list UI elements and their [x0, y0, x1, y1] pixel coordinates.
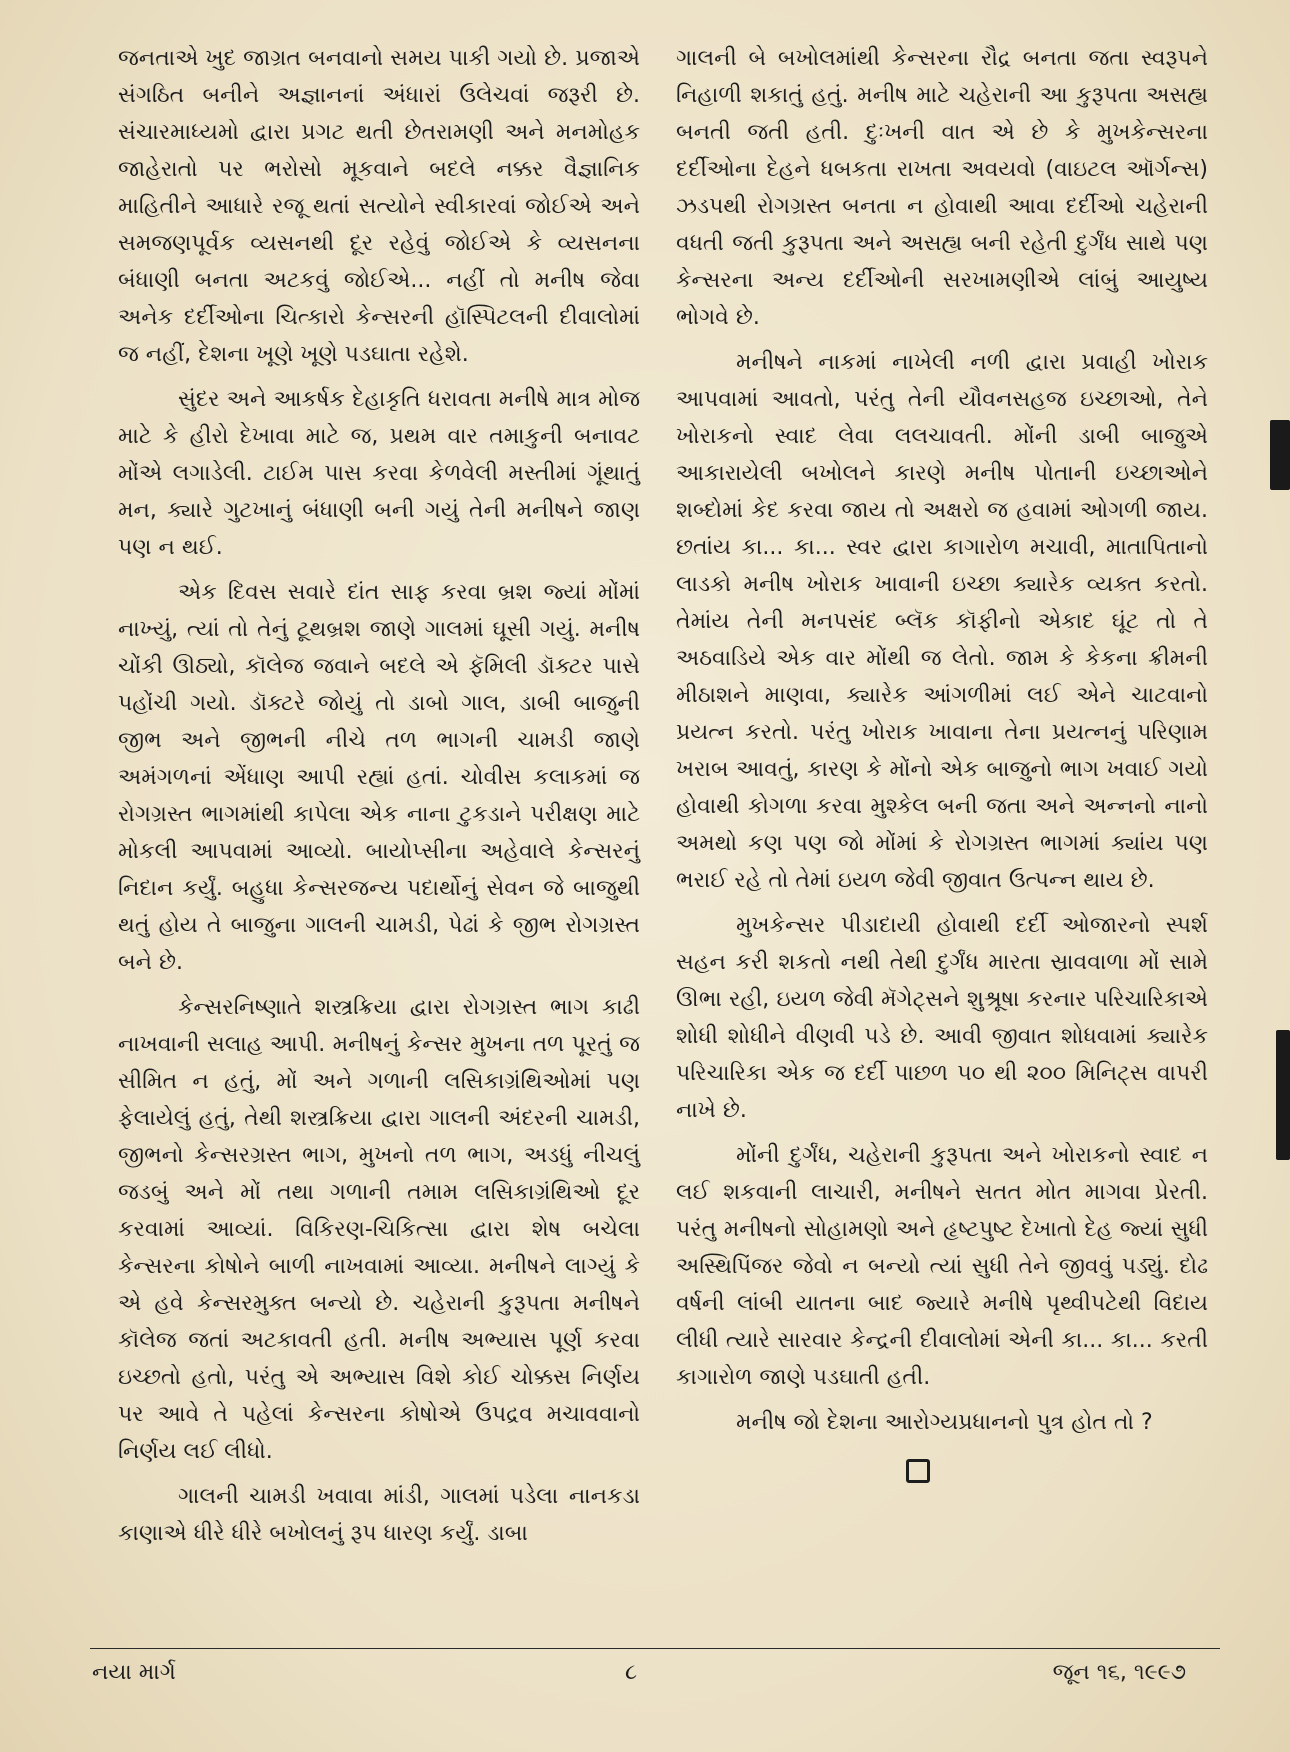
paragraph: કેન્સરનિષ્ણાતે શસ્ત્રક્રિયા દ્વારા રોગગ્રસ્ત ભાગ કાઢી નાખવાની સલાહ આપી. મનીષનું કેન્સર મુખના તળ પૂરતું જ સીમિત ન હતું, મોં અને ગળાની લસિકાગ્રંથિઓમાં પણ ફેલાયેલું હતું, તેથી શસ્ત્રક્રિયા દ્વારા ગાલની અંદરની ચામડી, જીભનો કેન્સરગ્રસ્ત ભાગ, મુખનો તળ ભાગ, અડધું નીચલું જડબું અને મોં તથા ગળાની તમામ લસિકાગ્રંથિઓ દૂર કરવામાં આવ્યાં. વિકિરણ-ચિકિત્સા દ્વારા શેષ બચેલા કેન્સરના કોષોને બાળી નાખવામાં આવ્યા. મનીષને લાગ્યું કે એ હવે કેન્સરમુક્ત બન્યો છે. ચહેરાની કુરૂપતા મનીષને કૉલેજ જતાં અટકાવતી હતી. મનીષ અભ્યાસ પૂર્ણ કરવા ઇચ્છતો હતો, પરંતુ એ અભ્યાસ વિશે કોઈ ચોક્કસ નિર્ણય પર આવે તે પહેલાં કેન્સરના કોષોએ ઉપદ્રવ મચાવવાનો નિર્ણય લઈ લીધો.	[118, 995, 640, 1464]
paragraph: મનીષને નાકમાં નાખેલી નળી દ્વારા પ્રવાહી ખોરાક આપવામાં આવતો, પરંતુ તેની યૌવનસહજ ઇચ્છાઓ, તેને ખોરાકનો સ્વાદ લેવા લલચાવતી. મોંની ડાબી બાજુએ આકારાયેલી બખોલને કારણે મનીષ પોતાની ઇચ્છાઓને શબ્દોમાં કેદ કરવા જાય તો અક્ષરો જ હવામાં ઓગળી જાય. છતાંય કા... કા... સ્વર દ્વારા કાગારોળ મચાવી, માતાપિતાનો લાડકો મનીષ ખોરાક ખાવાની ઇચ્છા ક્યારેક વ્યક્ત કરતો. તેમાંય તેની મનપસંદ બ્લૅક કૉફીનો એકાદ ઘૂંટ તો તે અઠવાડિયે એક વાર મોંથી જ લેતો. જામ કે કેકના ક્રીમની મીઠાશને માણવા, ક્યારેક આંગળીમાં લઈ એને ચાટવાનો પ્રયત્ન કરતો. પરંતુ ખોરાક ખાવાના તેના પ્રયત્નનું પરિણામ ખરાબ આવતું, કારણ કે મોંનો એક બાજુનો ભાગ ખવાઈ ગયો હોવાથી કોગળા કરવા મુશ્કેલ બની જતા અને અન્નનો નાનો અમથો કણ પણ જો મોંમાં કે રોગગ્રસ્ત ભાગમાં ક્યાંય પણ ભરાઈ રહે તો તેમાં ઇયળ જેવી જીવાત ઉત્પન્ન થાય છે.	[676, 350, 1208, 893]
paragraph: મનીષ જો દેશના આરોગ્યપ્રધાનનો પુત્ર હોત તો ?	[736, 1410, 1153, 1435]
paragraph: ગાલની બે બખોલમાંથી કેન્સરના રૌદ્ર બનતા જતા સ્વરૂપને નિહાળી શકાતું હતું. મનીષ માટે ચહેરાની આ કુરૂપતા અસહ્ય બનતી જતી હતી. દુઃખની વાત એ છે કે મુખકેન્સરના દર્દીઓના દેહને ધબકતા રાખતા અવયવો (વાઇટલ ઑર્ગન્સ) ઝડપથી રોગગ્રસ્ત બનતા ન હોવાથી આવા દર્દીઓ ચહેરાની વધતી જતી કુરૂપતા અને અસહ્ય બની રહેતી દુર્ગંધ સાથે પણ કેન્સરના અન્ય દર્દીઓની સરખામણીએ લાંબું આયુષ્ય ભોગવે છે.	[676, 46, 1208, 330]
footer-page-number: ૮	[625, 1660, 638, 1685]
paragraph: ગાલની ચામડી ખવાવા માંડી, ગાલમાં પડેલા નાનકડા કાણાએ ધીરે ધીરે બખોલનું રૂપ ધારણ કર્યું. ડાબા	[118, 1484, 640, 1546]
end-of-article-square-icon	[906, 1459, 930, 1483]
paragraph: મોંની દુર્ગંધ, ચહેરાની કુરૂપતા અને ખોરાકનો સ્વાદ ન લઈ શકવાની લાચારી, મનીષને સતત મોત માગવા પ્રેરતી. પરંતુ મનીષનો સોહામણો અને હૃષ્ટપુષ્ટ દેખાતો દેહ જ્યાં સુધી અસ્થિપિંજર જેવો ન બન્યો ત્યાં સુધી તેને જીવવું પડ્યું. દોઢ વર્ષની લાંબી યાતના બાદ જ્યારે મનીષે પૃથ્વીપટેથી વિદાય લીધી ત્યારે સારવાર કેન્દ્રની દીવાલોમાં એની કા... કા... કરતી કાગારોળ જાણે પડઘાતી હતી.	[676, 1143, 1208, 1390]
page-edge-tear	[1276, 1030, 1290, 1160]
page-edge-tear	[1270, 420, 1290, 490]
right-column	[676, 40, 1208, 1483]
paragraph: એક દિવસ સવારે દાંત સાફ કરવા બ્રશ જ્યાં મોંમાં નાખ્યું, ત્યાં તો તેનું ટૂથબ્રશ જાણે ગાલમાં ઘૂસી ગયું. મનીષ ચોંકી ઊઠ્યો, કૉલેજ જવાને બદલે એ ફૅમિલી ડૉક્ટર પાસે પહોંચી ગયો. ડૉક્ટરે જોયું તો ડાબો ગાલ, ડાબી બાજુની જીભ અને જીભની નીચે તળ ભાગની ચામડી જાણે અમંગળનાં એંધાણ આપી રહ્યાં હતાં. ચોવીસ કલાકમાં જ રોગગ્રસ્ત ભાગમાંથી કાપેલા એક નાના ટુકડાને પરીક્ષણ માટે મોકલી આપવામાં આવ્યો. બાયોપ્સીના અહેવાલે કેન્સરનું નિદાન કર્યું. બહુધા કેન્સરજન્ય પદાર્થોનું સેવન જે બાજુથી થતું હોય તે બાજુના ગાલની ચામડી, પેઢાં કે જીભ રોગગ્રસ્ત બને છે.	[118, 580, 640, 975]
paragraph: સુંદર અને આકર્ષક દેહાકૃતિ ધરાવતા મનીષે માત્ર મોજ માટે કે હીરો દેખાવા માટે જ, પ્રથમ વાર તમાકુની બનાવટ મોંએ લગાડેલી. ટાઈમ પાસ કરવા કેળવેલી મસ્તીમાં ગૂંથાતું મન, ક્યારે ગુટખાનું બંધાણી બની ગયું તેની મનીષને જાણ પણ ન થઈ.	[118, 387, 640, 560]
footer-date: જૂન ૧૬, ૧૯૯૭	[1052, 1660, 1186, 1685]
paragraph: જનતાએ ખુદ જાગ્રત બનવાનો સમય પાકી ગયો છે. પ્રજાએ સંગઠિત બનીને અજ્ઞાનનાં અંધારાં ઉલેચવાં જરૂરી છે. સંચારમાધ્યમો દ્વારા પ્રગટ થતી છેતરામણી અને મનમોહક જાહેરાતો પર ભરોસો મૂકવાને બદલે નક્કર વૈજ્ઞાનિક માહિતીને આધારે રજૂ થતાં સત્યોને સ્વીકારવાં જોઈએ અને સમજણપૂર્વક વ્યસનથી દૂર રહેવું જોઈએ કે વ્યસનના બંધાણી બનતા અટકવું જોઈએ... નહીં તો મનીષ જેવા અનેક દર્દીઓના ચિત્કારો કેન્સરની હૉસ્પિટલની દીવાલોમાં જ નહીં, દેશના ખૂણે ખૂણે પડઘાતા રહેશે.	[118, 46, 640, 367]
footer-publication-name: નયા માર્ગ	[92, 1660, 176, 1685]
left-column	[118, 40, 640, 1560]
footer-divider	[90, 1648, 1220, 1649]
paragraph: મુખકેન્સર પીડાદાયી હોવાથી દર્દી ઓજારનો સ્પર્શ સહન કરી શકતો નથી તેથી દુર્ગંધ મારતા સ્રાવવાળા મોં સામે ઊભા રહી, ઇયળ જેવી મૅગેટ્સને શુશ્રૂષા કરનાર પરિચારિકાએ શોધી શોધીને વીણવી પડે છે. આવી જીવાત શોધવામાં ક્યારેક પરિચારિકા એક જ દર્દી પાછળ ૫૦ થી ૨૦૦ મિનિટ્સ વાપરી નાખે છે.	[676, 913, 1208, 1123]
